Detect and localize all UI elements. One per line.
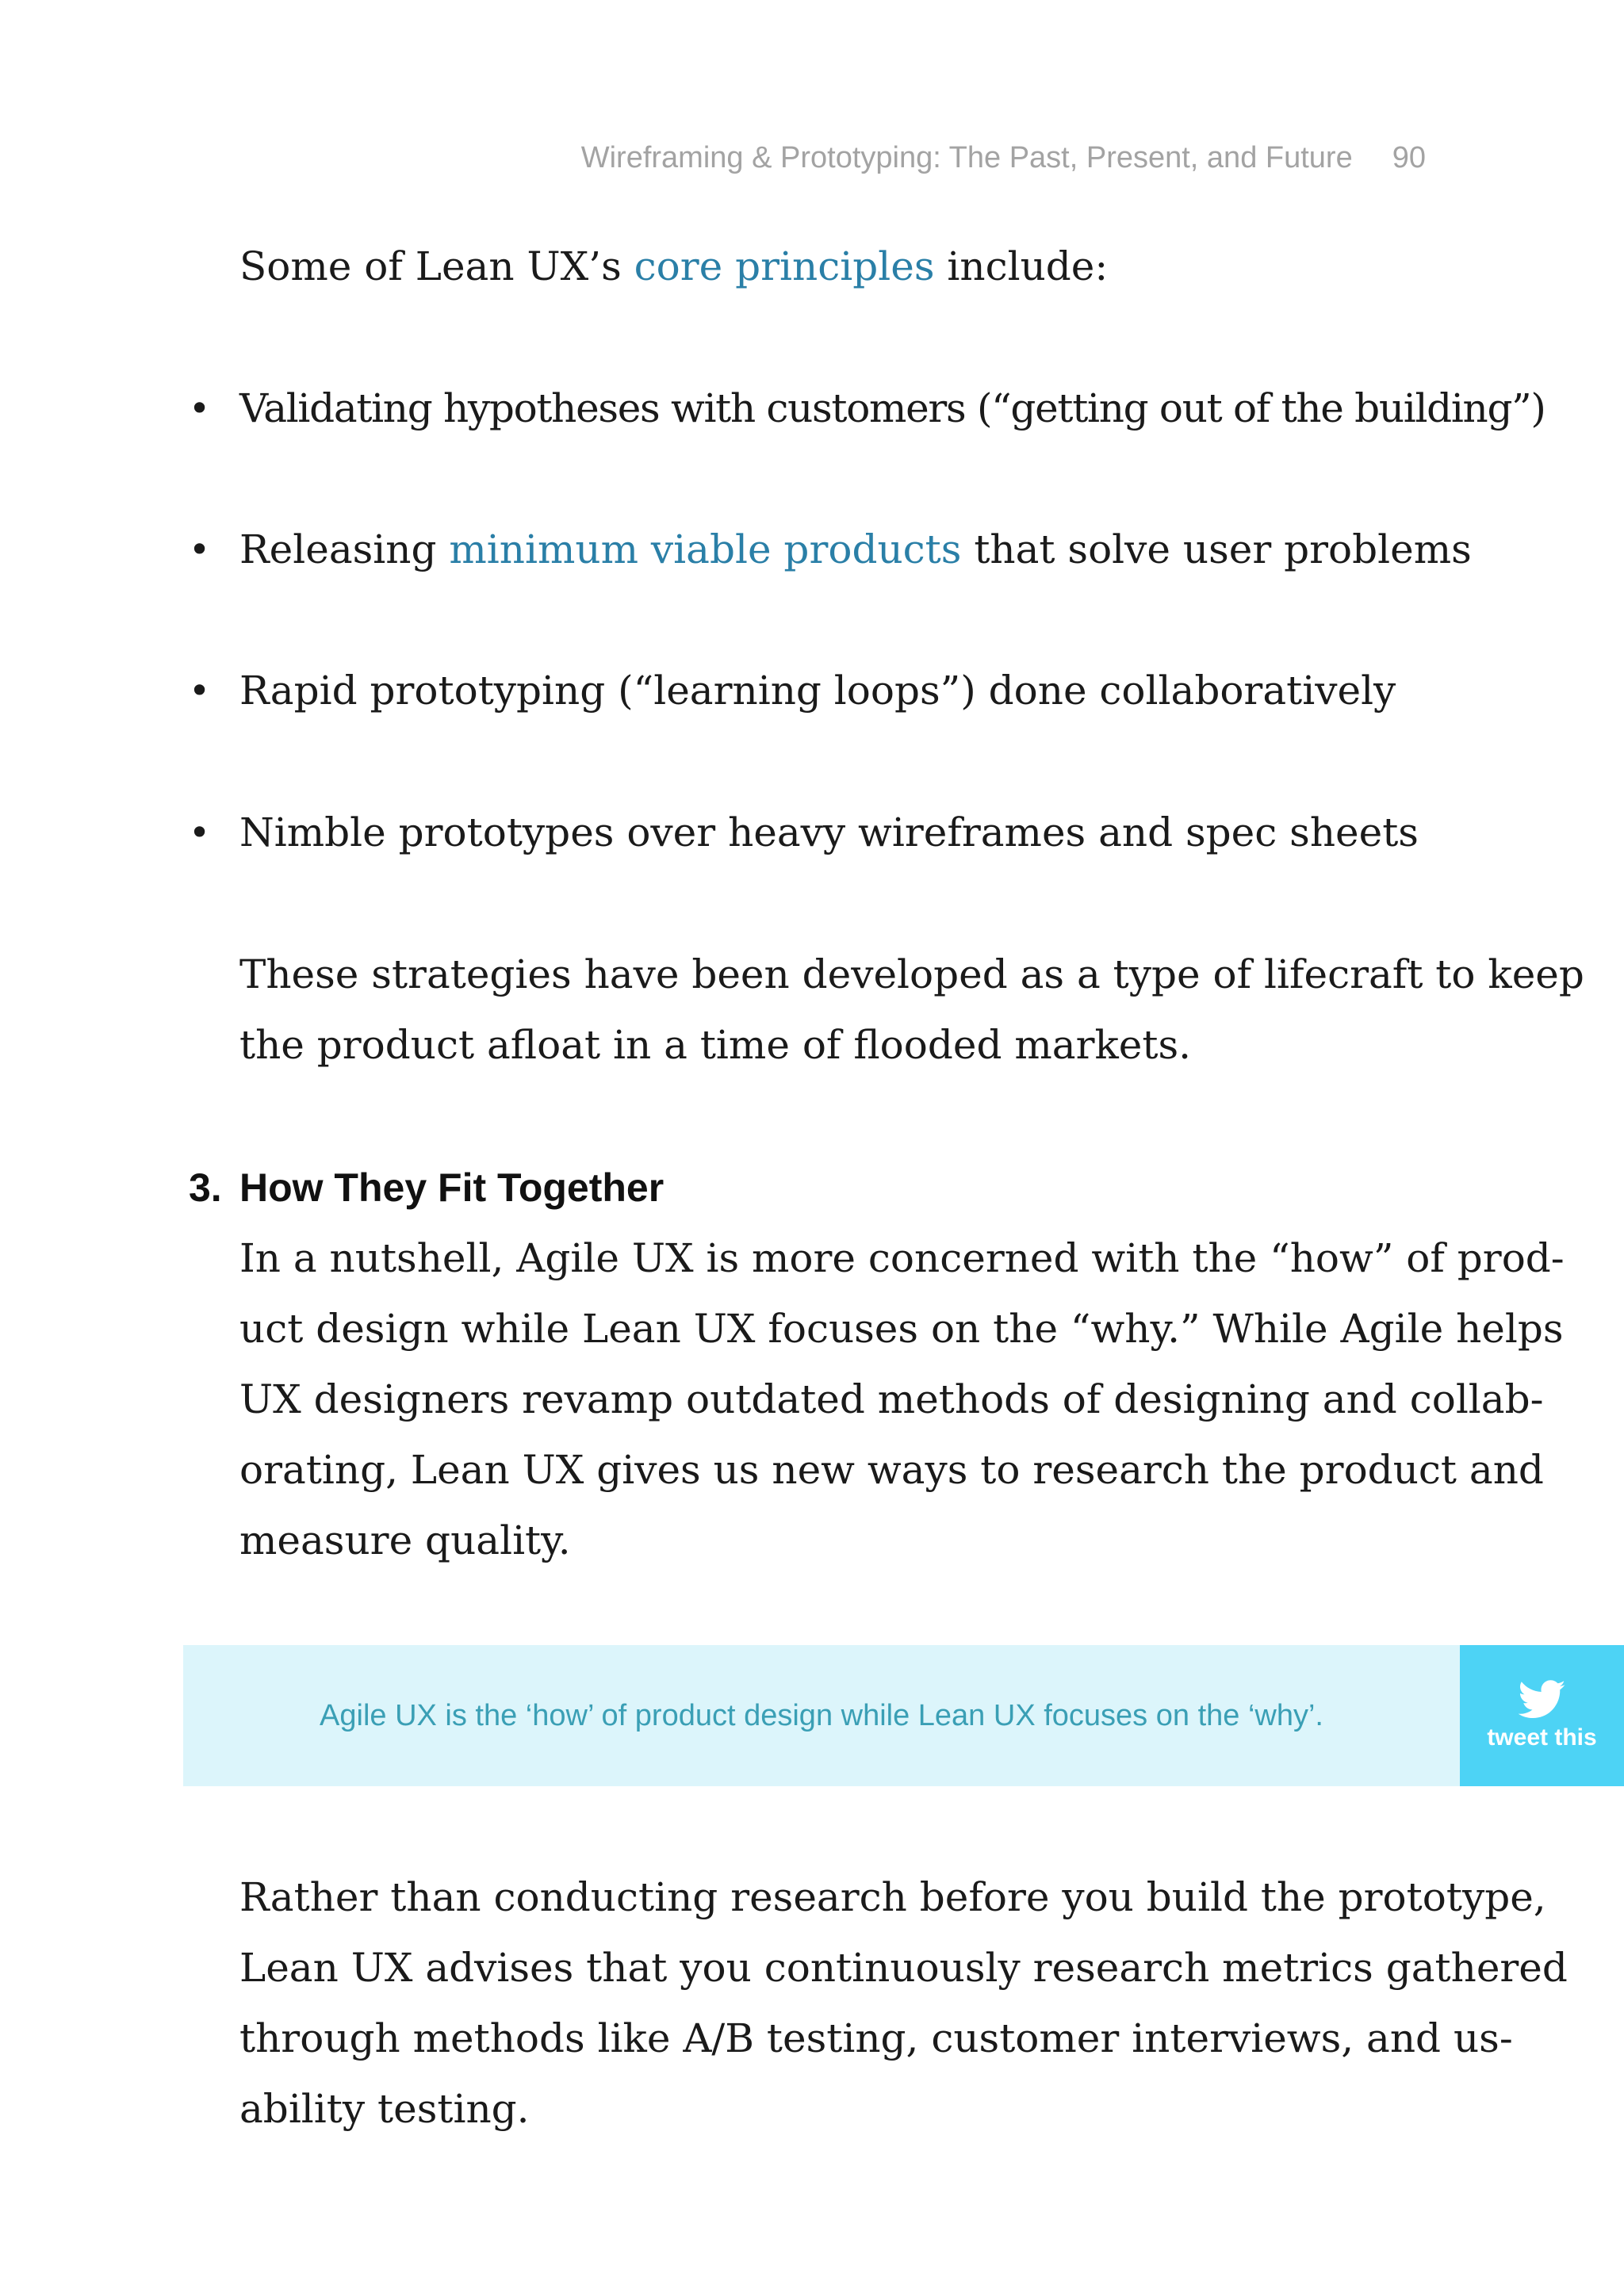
closing-paragraph xyxy=(239,1862,1568,2145)
paragraph-line: through methods like A/B testing, customer interviews, and us- xyxy=(239,2015,1513,2061)
list-item: Validating hypotheses with customers (“getting out of the building”) xyxy=(239,385,1545,431)
minimum-viable-products-link[interactable]: minimum viable products xyxy=(449,526,962,572)
intro-before: Some of Lean UX’s xyxy=(239,243,634,289)
tweet-quote-text: Agile UX is the ‘how’ of product design while Lean UX focuses on the ‘why’. xyxy=(320,1698,1323,1732)
paragraph-line: UX designers revamp outdated methods of designing and collab- xyxy=(239,1376,1544,1422)
core-principles-link[interactable]: core principles xyxy=(634,243,935,289)
page-number: 90 xyxy=(1392,141,1426,174)
tweet-this-button[interactable] xyxy=(1460,1645,1624,1786)
list-item-after: that solve user problems xyxy=(961,526,1472,572)
running-header xyxy=(581,141,1426,175)
list-item-before: Releasing xyxy=(239,526,450,572)
section-heading: How They Fit Together xyxy=(239,1165,665,1210)
section-number: 3. xyxy=(189,1165,222,1210)
strategies-paragraph xyxy=(239,939,1584,1081)
paragraph-line: Rather than conducting research before you build the prototype, xyxy=(239,1874,1546,1920)
bullet-icon: • xyxy=(189,528,211,571)
list-item: Nimble prototypes over heavy wireframes and spec sheets xyxy=(239,809,1419,855)
paragraph-line: These strategies have been developed as a type of lifecraft to keep xyxy=(239,951,1584,997)
section-paragraph xyxy=(239,1223,1565,1576)
paragraph-line: ability testing. xyxy=(239,2086,530,2132)
list-item xyxy=(239,515,1472,585)
paragraph-line: orating, Lean UX gives us new ways to research the product and xyxy=(239,1447,1544,1493)
bullet-icon: • xyxy=(189,387,211,430)
running-title: Wireframing & Prototyping: The Past, Present, and Future xyxy=(580,141,1353,174)
bullet-icon: • xyxy=(189,669,211,712)
paragraph-line: Lean UX advises that you continuously research metrics gathered xyxy=(239,1945,1568,1991)
paragraph-line: the product afloat in a time of flooded markets. xyxy=(239,1022,1192,1068)
twitter-bird-icon xyxy=(1519,1680,1566,1720)
tweet-this-label: tweet this xyxy=(1487,1724,1597,1751)
tweet-quote-box xyxy=(183,1645,1460,1786)
paragraph-line: uct design while Lean UX focuses on the “why.” While Agile helps xyxy=(239,1306,1564,1352)
intro-after: include: xyxy=(934,243,1109,289)
bullet-icon: • xyxy=(189,811,211,854)
paragraph-line: In a nutshell, Agile UX is more concerned with the “how” of prod- xyxy=(239,1235,1565,1281)
intro-line xyxy=(239,232,1108,302)
paragraph-line: measure quality. xyxy=(239,1517,571,1563)
list-item: Rapid prototyping (“learning loops”) done collaboratively xyxy=(239,668,1396,714)
